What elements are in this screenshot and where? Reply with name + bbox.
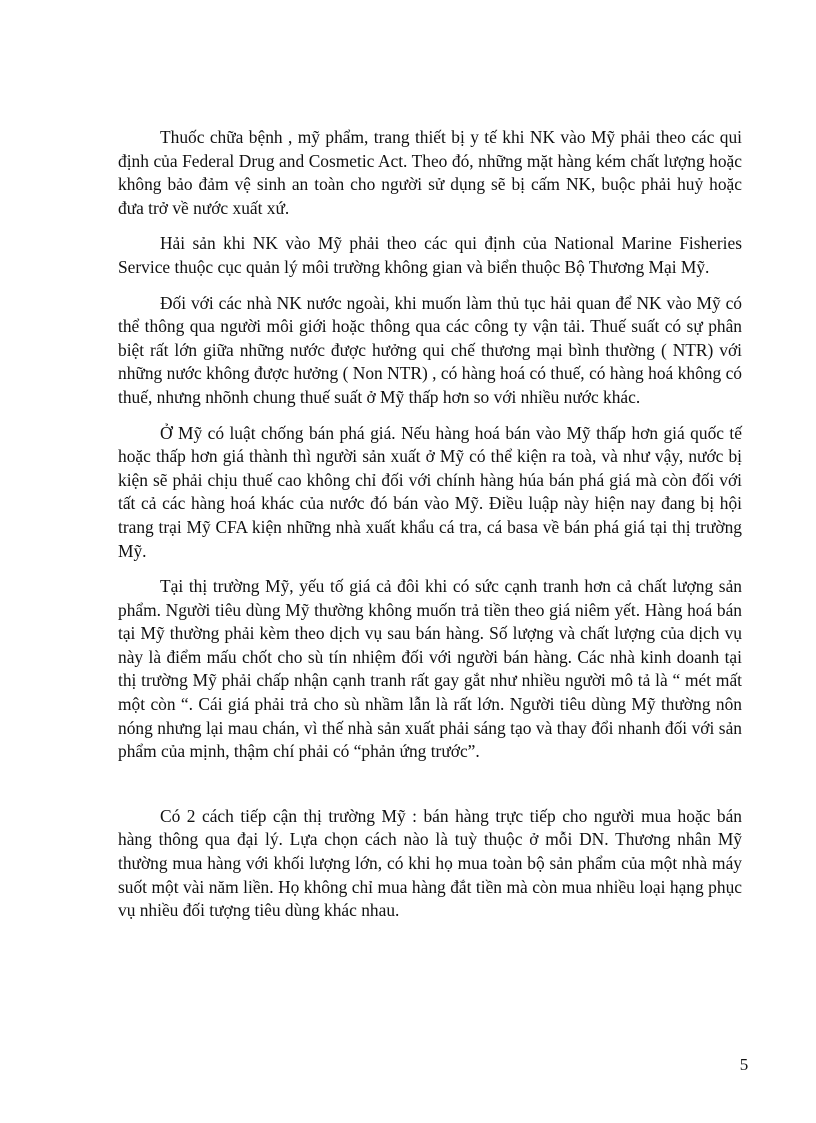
- paragraph-market-access: Có 2 cách tiếp cận thị trường Mỹ : bán hàng trực tiếp cho người mua hoặc bán hàng thông qua đại lý. Lựa chọn cách nào là tuỳ thuộc ở mỗi DN. Thương nhân Mỹ thường mua hàng với khối lượng lớn, có khi họ mua toàn bộ sản phẩm của một nhà máy suốt một vài năm liền. Họ không chỉ mua hàng đắt tiền mà còn mua nhiều loại hạng phục vụ nhiều đối tượng tiêu dùng khác nhau.: [118, 805, 742, 921]
- paragraph-anti-dumping: Ở Mỹ có luật chống bán phá giá. Nếu hàng hoá bán vào Mỹ thấp hơn giá quốc tế hoặc thấp hơn giá thành thì người sản xuất ở Mỹ có thể kiện ra toà, và như vậy, nước bị kiện sẽ phải chịu thuế cao không chỉ đối với chính hàng húa bán phá giá mà còn đối với tất cả các hàng hoá khác của nước đó bán vào Mỹ. Điều luập này hiện nay đang bị hội trang trại Mỹ CFA kiện những nhà xuất khẩu cá tra, cá basa về bán phá giá tại thị trường Mỹ.: [118, 422, 742, 561]
- paragraph-price-competition: Tại thị trường Mỹ, yếu tố giá cả đôi khi có sức cạnh tranh hơn cả chất lượng sản phẩm. Người tiêu dùng Mỹ thường không muốn trả tiền theo giá niêm yết. Hàng hoá bán tại Mỹ thường phải kèm theo dịch vụ sau bán hàng. Số lượng và chất lượng của dịch vụ này là điểm mấu chốt cho sù tín nhiệm đối với người bán hàng. Các nhà kinh doanh tại thị trường Mỹ phải chấp nhận cạnh tranh rất gay gắt như nhiều người mô tả là “ mét mất một còn “. Cái giá phải trả cho sù nhầm lẫn là rất lớn. Người tiêu dùng Mỹ thường nôn nóng nhưng lại mau chán, vì thế nhà sản xuất phải sáng tạo và thay đổi nhanh đối với sản phẩm của mịnh, thậm chí phải có “phản ứng trước”.: [118, 576, 742, 762]
- paragraph-gap: [118, 776, 742, 805]
- paragraph-medicine-cosmetics: Thuốc chữa bệnh , mỹ phẩm, trang thiết bị y tế khi NK vào Mỹ phải theo các qui định của Federal Drug and Cosmetic Act. Theo đó, những mặt hàng kém chất lượng hoặc không bảo đảm vệ sinh an toàn cho người sử dụng sẽ bị cấm NK, buộc phải huỷ hoặc đưa trở về nước xuất xứ.: [118, 127, 742, 218]
- paragraph-customs-tax: Đối với các nhà NK nước ngoài, khi muốn làm thủ tục hải quan để NK vào Mỹ có thể thông qua người môi giới hoặc thông qua các công ty vận tải. Thuế suất có sự phân biệt rất lớn giữa những nước được hưởng qui chế thương mại bình thường ( NTR) với những nước không được hưởng ( Non NTR) , có hàng hoá có thuế, có hàng hoá không có thuế, nhưng nhõnh chung thuế suất ở Mỹ thấp hơn so với nhiều nước khác.: [118, 292, 742, 407]
- page-number: 5: [739, 1055, 749, 1074]
- document-body: [118, 126, 742, 935]
- paragraph-seafood: Hải sản khi NK vào Mỹ phải theo các qui định của National Marine Fisheries Service thuộc cục quản lý môi trường không gian và biển thuộc Bộ Thương Mại Mỹ.: [118, 233, 742, 277]
